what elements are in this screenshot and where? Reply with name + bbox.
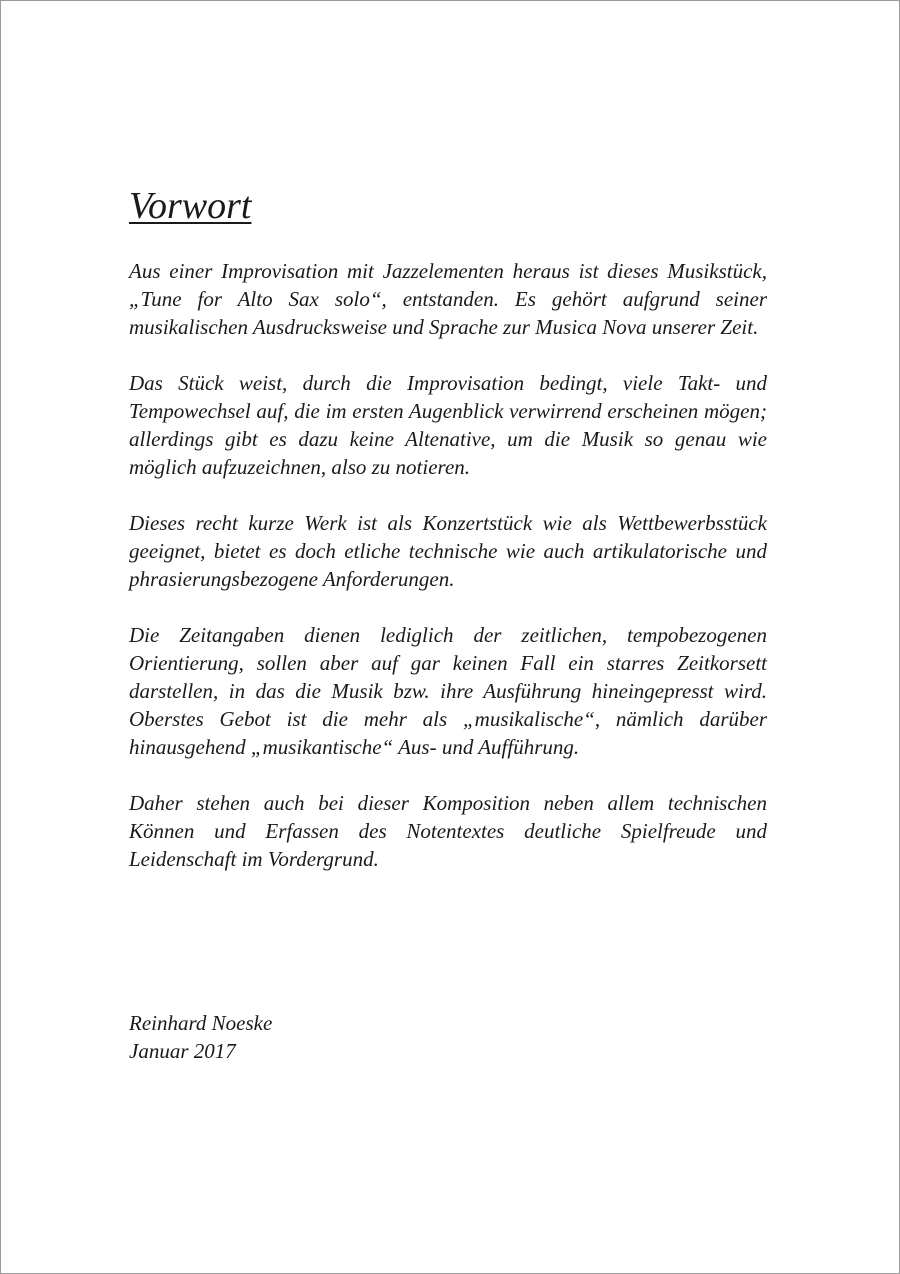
preface-body [129, 183, 767, 901]
paragraph-1: Aus einer Improvisation mit Jazzelementen heraus ist dieses Musikstück, „Tune for Alto Sax solo“, entstanden. Es gehört aufgrund seiner musikalischen Ausdrucksweise und Sprache zur Musica Nova unserer Zeit. [129, 259, 767, 339]
author-name: Reinhard Noeske [129, 1011, 273, 1035]
paragraph-3: Dieses recht kurze Werk ist als Konzertstück wie als Wettbewerbsstück geeignet, bietet es doch etliche technische wie auch artikulatorische und phrasierungsbezogene Anforderungen. [129, 511, 767, 591]
signature-date: Januar 2017 [129, 1039, 236, 1063]
paragraph-4: Die Zeitangaben dienen lediglich der zeitlichen, tempobezogenen Orientierung, sollen aber auf gar keinen Fall ein starres Zeitkorsett darstellen, in das die Musik bzw. ihre Ausführung hineingepresst wird. Oberstes Gebot ist die mehr als „musikalische“, nämlich darüber hinausgehend „musikantische“ Aus- und Aufführung. [129, 623, 767, 759]
paragraph-5: Daher stehen auch bei dieser Komposition neben allem technischen Können und Erfassen des Notentextes deutliche Spielfreude und Leidenschaft im Vordergrund. [129, 791, 767, 871]
paragraph-2: Das Stück weist, durch die Improvisation bedingt, viele Takt- und Tempowechsel auf, die im ersten Augenblick verwirrend erscheinen mögen; allerdings gibt es dazu keine Altenative, um die Musik so genau wie möglich aufzuzeichnen, also zu notieren. [129, 371, 767, 479]
page-title: Vorwort [129, 185, 252, 227]
signature-block [129, 1009, 272, 1065]
